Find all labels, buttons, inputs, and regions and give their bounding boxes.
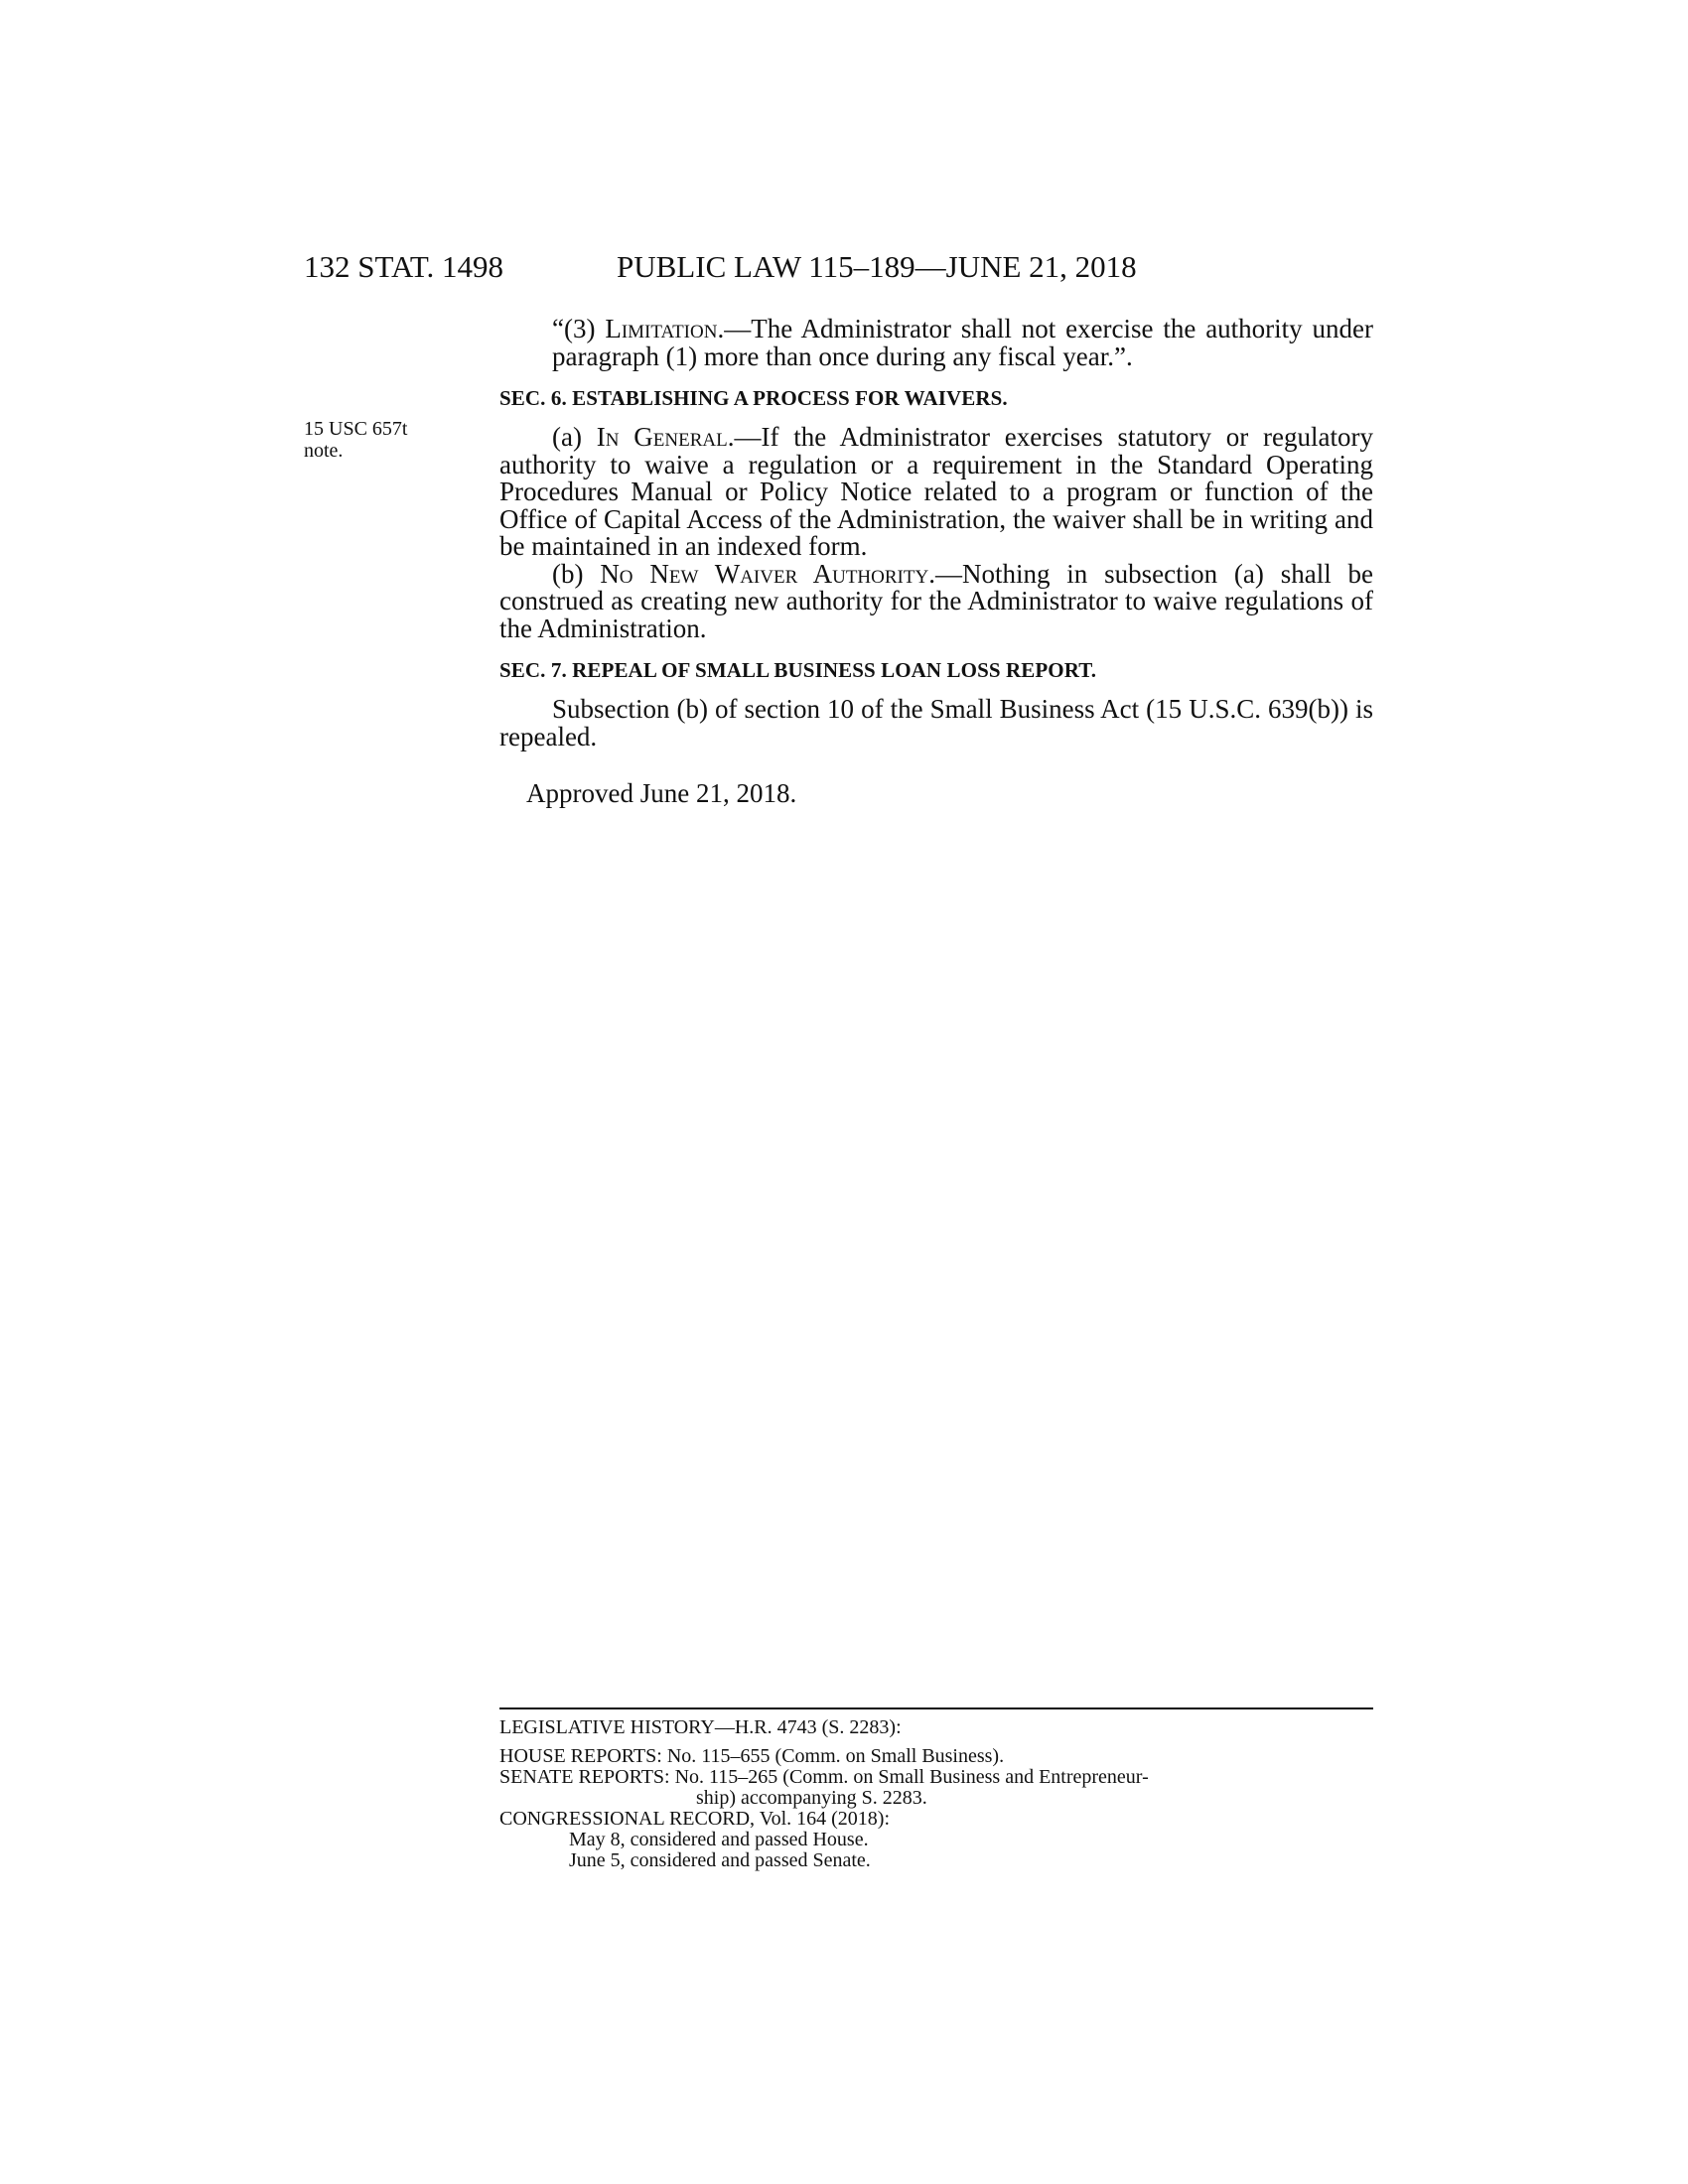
house-reports: HOUSE REPORTS: No. 115–655 (Comm. on Small Business).: [499, 1745, 1005, 1767]
margin-note-line-2: note.: [304, 440, 344, 462]
stat-reference: 132 STAT. 1498: [304, 249, 504, 284]
margin-note-line-1: 15 USC 657t: [304, 418, 408, 440]
page-title: PUBLIC LAW 115–189—JUNE 21, 2018: [617, 249, 1137, 284]
record-entry: May 8, considered and passed House.: [569, 1829, 869, 1850]
record-entry: June 5, considered and passed Senate.: [569, 1849, 871, 1871]
senate-reports-line-1: SENATE REPORTS: No. 115–265 (Comm. on Small Business and Entrepreneur-: [499, 1766, 1149, 1788]
approval-date: Approved June 21, 2018.: [526, 778, 797, 808]
section-6-heading: SEC. 6. ESTABLISHING A PROCESS FOR WAIVERS.: [499, 386, 1008, 410]
subsection-a-text: .—If the Administrator exercises statutory or regulatory authority to waive a regulation or a requirement in the Standard Operating Procedures Manual or Policy Notice related to a program or function of the Office of Capital Access of the Administration, the waiver shall be in writing and be maintained in an indexed form.: [499, 422, 1373, 561]
margin-note: [304, 418, 453, 462]
subsection-a-prefix: (a): [552, 422, 597, 452]
legislative-history: [499, 1707, 1373, 1871]
congressional-record: CONGRESSIONAL RECORD, Vol. 164 (2018):: [499, 1808, 890, 1830]
section-6-subsection-a: [499, 424, 1373, 561]
subsection-a-heading: In General: [596, 422, 728, 452]
subsection-b-text: .—Nothing in subsection (a) shall be construed as creating new authority for the Administrator to waive regulations of the Administration.: [499, 558, 1374, 643]
legislative-history-title: LEGISLATIVE HISTORY—H.R. 4743 (S. 2283):: [499, 1716, 902, 1738]
limitation-paragraph: [552, 316, 1373, 370]
divider-line: [499, 1707, 1373, 1709]
section-6-subsection-b: [499, 558, 1374, 643]
limitation-heading: Limitation: [605, 314, 718, 343]
subsection-b-heading: No New Waiver Authority: [600, 558, 929, 589]
section-7-text: Subsection (b) of section 10 of the Small Business Act (15 U.S.C. 639(b)) is repealed.: [499, 694, 1373, 751]
main-text: [499, 316, 1373, 808]
senate-reports-line-2: ship) accompanying S. 2283.: [696, 1787, 927, 1809]
subsection-b-prefix: (b): [552, 558, 601, 589]
section-7-heading: SEC. 7. REPEAL OF SMALL BUSINESS LOAN LOSS REPORT.: [499, 658, 1097, 682]
limitation-text: .—The Administrator shall not exercise the authority under paragraph (1) more than once during any fiscal year.”.: [552, 314, 1374, 371]
limitation-prefix: “(3): [552, 314, 606, 343]
